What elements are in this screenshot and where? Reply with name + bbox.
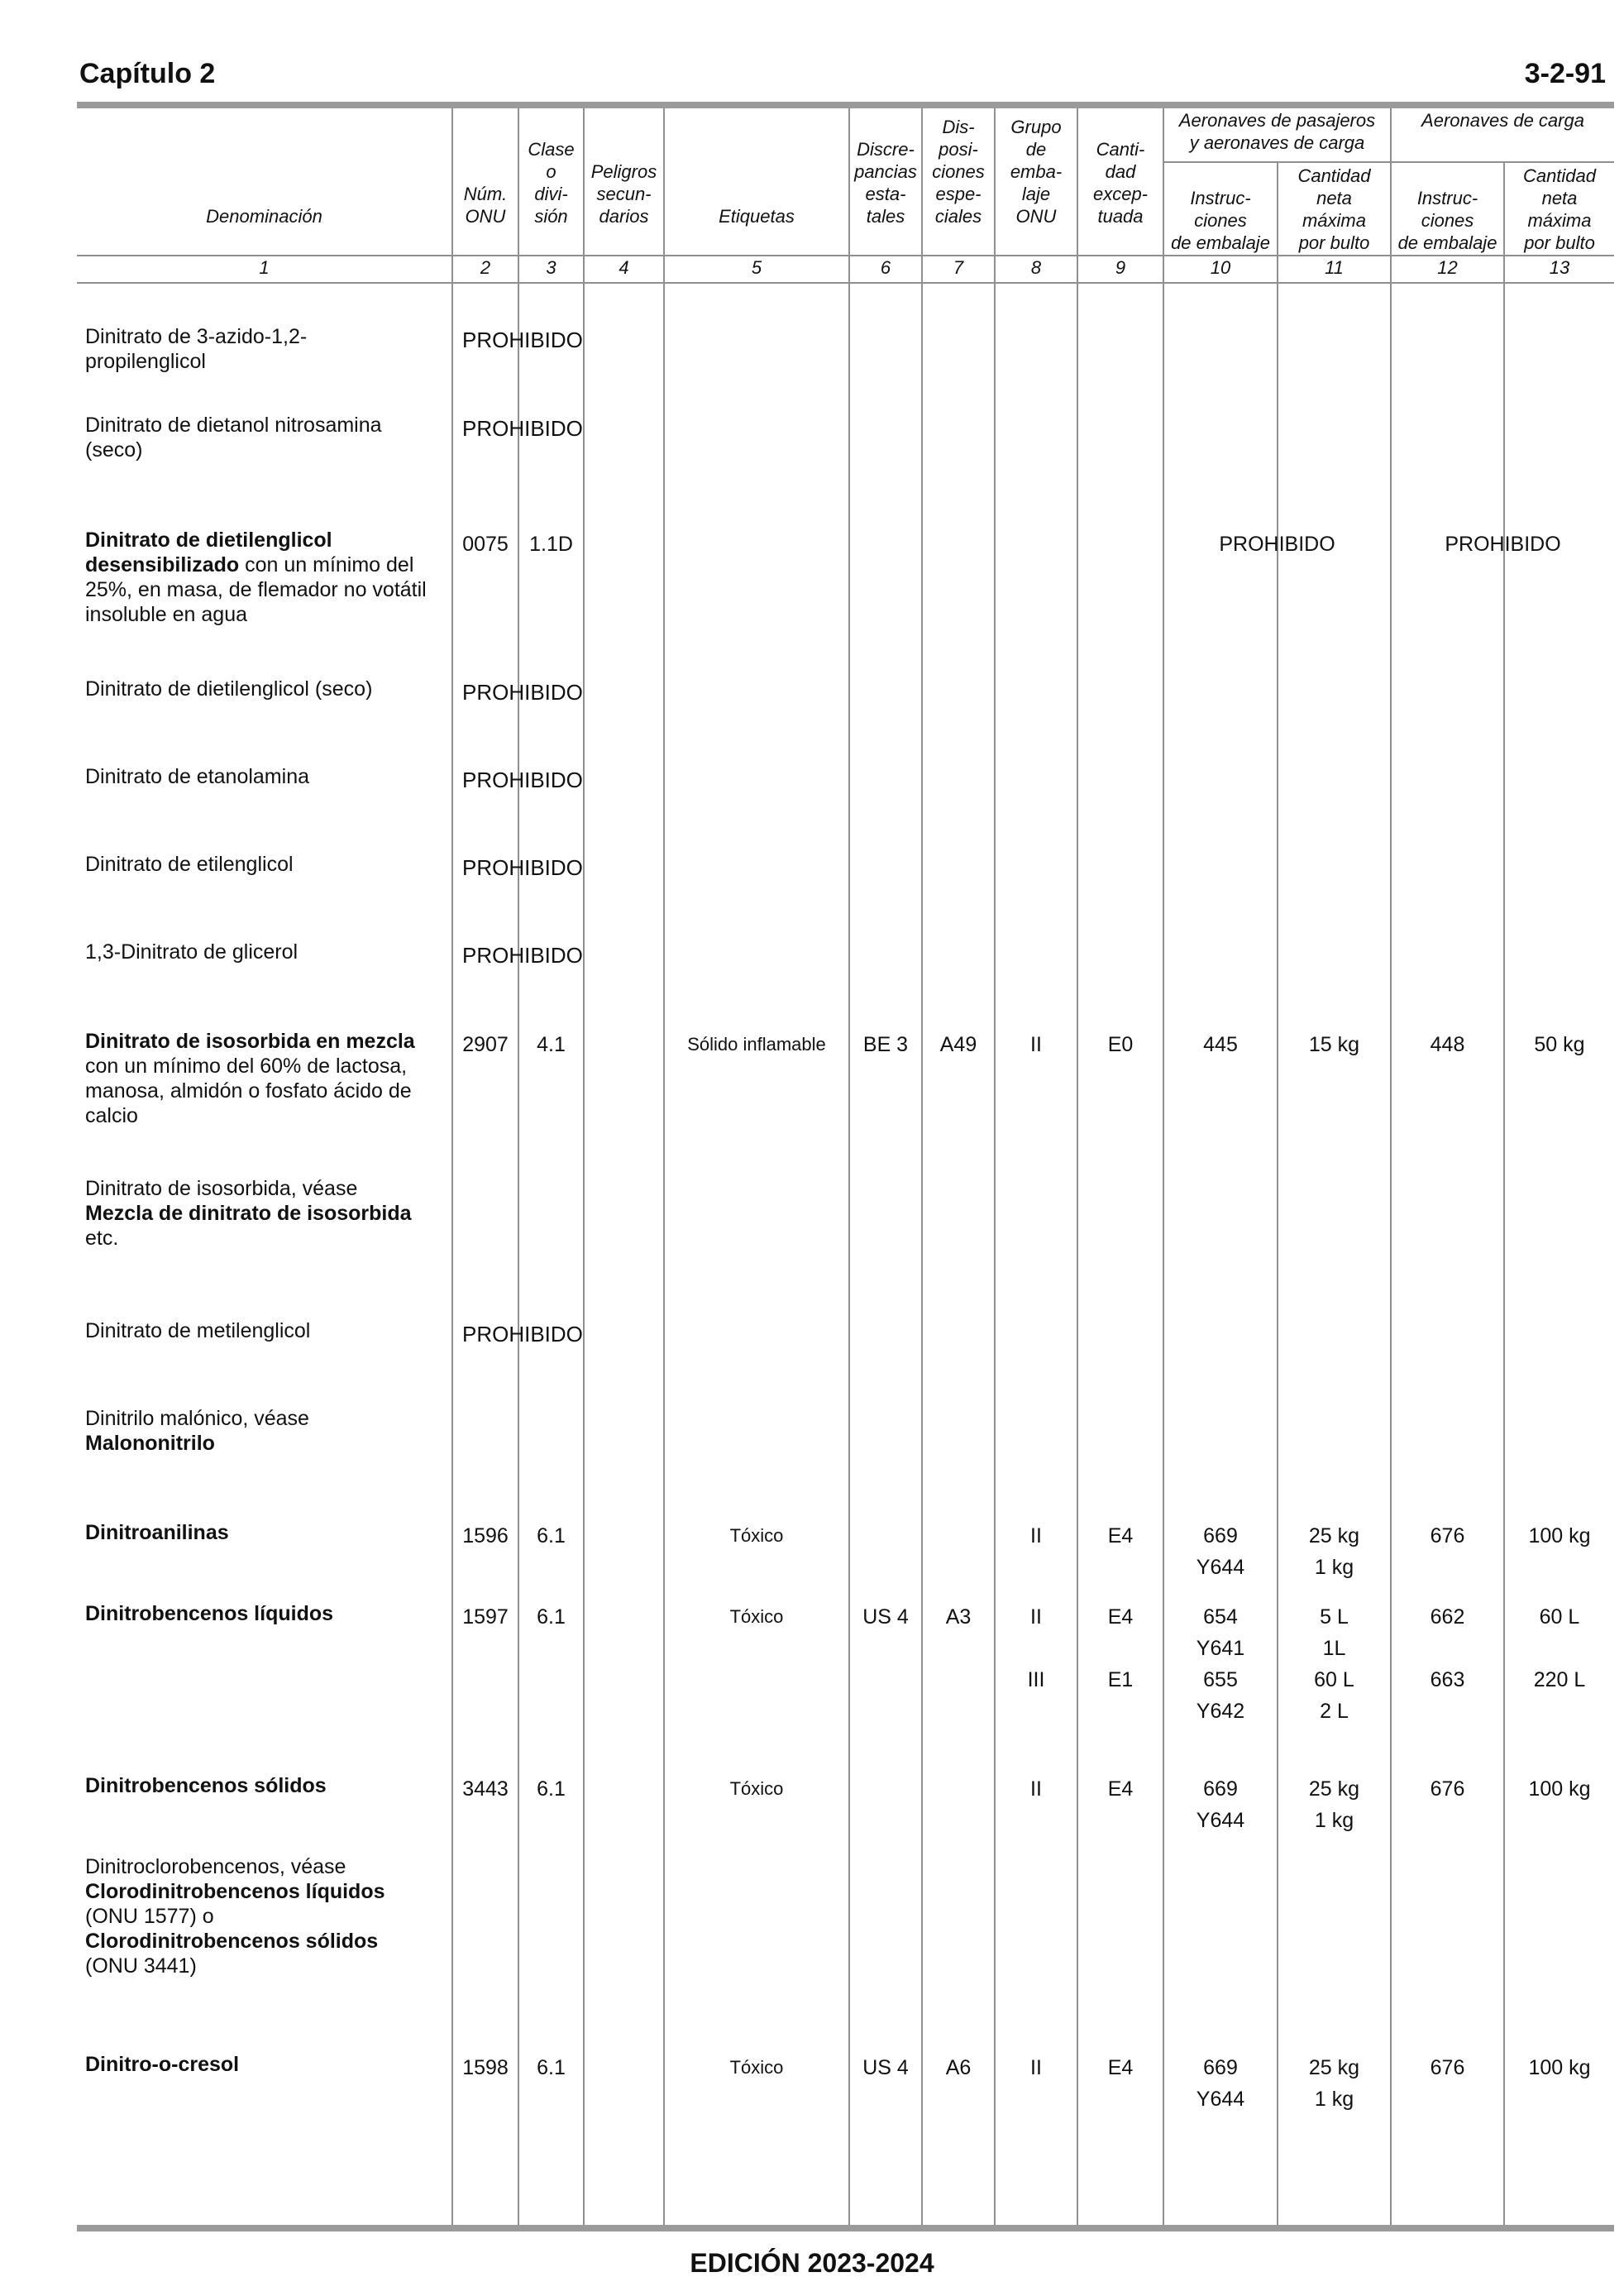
entry-name: Dinitrato de isosorbida en mezcla con un mínimo del 60% de lactosa, manosa, almidón o fosfato ácido de calcio <box>85 1030 415 1127</box>
col-number-3: 3 <box>546 257 556 278</box>
packing-group: II <box>1030 1033 1042 1056</box>
entry-name: Dinitrato de metilenglicol <box>85 1319 311 1342</box>
col-header-num-onu: Núm. ONU <box>463 184 508 227</box>
col-header-grupo: Grupo de emba- laje ONU <box>1010 117 1063 227</box>
class-division: 6.1 <box>537 1605 566 1629</box>
pax-packing-instruction: 669 Y644 <box>1196 2056 1245 2111</box>
label-text: Tóxico <box>729 2057 784 2078</box>
cargo-packing-instruction: 676 <box>1430 2056 1465 2079</box>
pax-packing-instruction: 654 Y641 655 Y642 <box>1196 1605 1245 1723</box>
state-variation: US 4 <box>862 1605 909 1629</box>
un-number: 3443 <box>462 1777 509 1801</box>
class-division: 6.1 <box>537 1524 566 1547</box>
cargo-packing-instruction: 448 <box>1430 1033 1465 1056</box>
prohibido-text: PROHIBIDO <box>462 943 583 968</box>
col-header-instrucciones-pax: Instruc- ciones de embalaje <box>1171 188 1270 253</box>
class-division: 6.1 <box>537 2056 566 2079</box>
col-header-disposiciones: Dis- posi- ciones espe- ciales <box>932 117 985 227</box>
excepted-quantity: E4 <box>1107 1777 1134 1801</box>
prohibido-text: PROHIBIDO <box>462 768 583 792</box>
class-division: 6.1 <box>537 1777 566 1801</box>
top-rule <box>77 102 1614 108</box>
cargo-max-quantity: 60 L 220 L <box>1533 1605 1586 1691</box>
col-number-13: 13 <box>1549 257 1570 278</box>
packing-group: II <box>1030 2056 1042 2079</box>
bottom-rule <box>77 2225 1614 2231</box>
cargo-max-quantity: 100 kg <box>1528 1777 1591 1801</box>
pax-packing-instruction: 669 Y644 <box>1196 1524 1245 1579</box>
label-text: Sólido inflamable <box>687 1034 826 1055</box>
cargo-packing-instruction: 662 663 <box>1430 1605 1465 1691</box>
label-text: Tóxico <box>729 1525 784 1546</box>
un-number: 2907 <box>462 1033 509 1056</box>
col-number-8: 8 <box>1030 257 1042 278</box>
col-header-cantidad-pax: Cantidad neta máxima por bulto <box>1297 165 1371 253</box>
edition-footer: EDICIÓN 2023-2024 <box>690 2248 934 2278</box>
un-number: 1596 <box>462 1524 509 1547</box>
col-header-denominacion: Denominación <box>206 206 322 227</box>
entry-name: Dinitrato de dietilenglicol (seco) <box>85 677 373 701</box>
cargo-max-quantity: 100 kg <box>1528 1524 1591 1547</box>
prohibido-text: PROHIBIDO <box>462 328 583 352</box>
cargo-packing-instruction: 676 <box>1430 1524 1465 1547</box>
col-number-5: 5 <box>751 257 762 278</box>
col-header-peligros: Peligros secun- darios <box>590 161 657 227</box>
col-number-1: 1 <box>259 257 270 278</box>
entry-name: Dinitrilo malónico, véase Malononitrilo <box>85 1407 309 1455</box>
label-text: Tóxico <box>729 1606 784 1627</box>
col-header-discrepancias: Discre- pancias esta- tales <box>854 139 917 227</box>
entry-name: Dinitrato de etanolamina <box>85 765 309 788</box>
col-header-etiquetas: Etiquetas <box>719 206 795 227</box>
entry-name: Dinitrato de isosorbida, véase Mezcla de dinitrato de isosorbida etc. <box>85 1177 412 1250</box>
entry-name: Dinitrobencenos sólidos <box>85 1774 327 1797</box>
entry-name: Dinitrato de dietilenglicol desensibilizado con un mínimo del 25%, en masa, de flemador no votátil insoluble en agua <box>85 529 427 626</box>
col-number-6: 6 <box>880 257 891 278</box>
entry-name: Dinitroclorobencenos, véase Clorodinitrobencenos líquidos (ONU 1577) o Clorodinitrobencenos sólidos (ONU 3441) <box>85 1855 385 1978</box>
un-number: 1598 <box>462 2056 509 2079</box>
excepted-quantity: E0 <box>1107 1033 1134 1056</box>
col-header-cantidad-exceptuada: Canti- dad excep- tuada <box>1092 139 1149 227</box>
cargo-prohibido: PROHIBIDO <box>1445 533 1561 556</box>
special-provision: A49 <box>939 1033 977 1056</box>
chapter-title: Capítulo 2 <box>79 58 216 89</box>
class-division: 4.1 <box>537 1033 566 1056</box>
entry-name: Dinitrato de dietanol nitrosamina (seco) <box>85 414 382 462</box>
entry-name: Dinitroanilinas <box>85 1521 229 1544</box>
entry-name: Dinitrato de etilenglicol <box>85 853 294 876</box>
pax-max-quantity: 25 kg 1 kg <box>1308 2056 1360 2111</box>
pax-max-quantity: 25 kg 1 kg <box>1308 1524 1360 1579</box>
entry-name: Dinitro-o-cresol <box>85 2053 240 2076</box>
un-number: 1597 <box>462 1605 509 1629</box>
class-division: 1.1D <box>529 533 573 556</box>
col-number-9: 9 <box>1115 257 1126 278</box>
cargo-max-quantity: 50 kg <box>1534 1033 1585 1056</box>
label-text: Tóxico <box>729 1778 784 1799</box>
page-number: 3-2-91 <box>1524 58 1606 89</box>
pax-max-quantity: 25 kg 1 kg <box>1308 1777 1360 1832</box>
col-header-carga-group: Aeronaves de carga <box>1421 110 1584 131</box>
prohibido-text: PROHIBIDO <box>462 416 583 441</box>
col-header-pasajeros-group: Aeronaves de pasajeros y aeronaves de carga <box>1178 110 1376 153</box>
cargo-packing-instruction: 676 <box>1430 1777 1465 1801</box>
excepted-quantity: E4 <box>1107 2056 1134 2079</box>
packing-group: II <box>1030 1777 1042 1801</box>
un-number: 0075 <box>462 533 509 556</box>
packing-group: II III <box>1027 1605 1045 1691</box>
col-number-4: 4 <box>619 257 629 278</box>
col-header-clase: Clase o divi- sión <box>528 139 575 227</box>
pax-packing-instruction: 669 Y644 <box>1196 1777 1245 1832</box>
pax-packing-instruction: 445 <box>1203 1033 1238 1056</box>
pax-prohibido: PROHIBIDO <box>1219 533 1335 556</box>
col-number-11: 11 <box>1325 257 1344 278</box>
cargo-max-quantity: 100 kg <box>1528 2056 1591 2079</box>
col-number-2: 2 <box>480 257 491 278</box>
excepted-quantity: E4 <box>1107 1524 1134 1547</box>
state-variation: US 4 <box>862 2056 909 2079</box>
entry-name: 1,3-Dinitrato de glicerol <box>85 940 299 964</box>
packing-group: II <box>1030 1524 1042 1547</box>
prohibido-text: PROHIBIDO <box>462 680 583 705</box>
prohibido-text: PROHIBIDO <box>462 1322 583 1347</box>
state-variation: BE 3 <box>862 1033 909 1056</box>
special-provision: A3 <box>945 1605 972 1629</box>
col-header-instrucciones-cargo: Instruc- ciones de embalaje <box>1397 188 1497 253</box>
col-header-cantidad-cargo: Cantidad neta máxima por bulto <box>1522 165 1597 253</box>
special-provision: A6 <box>945 2056 972 2079</box>
excepted-quantity: E4 E1 <box>1107 1605 1134 1691</box>
entry-name: Dinitrobencenos líquidos <box>85 1602 334 1625</box>
pax-max-quantity: 15 kg <box>1308 1033 1360 1056</box>
col-number-12: 12 <box>1437 257 1458 278</box>
col-number-10: 10 <box>1210 257 1231 278</box>
pax-max-quantity: 5 L 1L 60 L 2 L <box>1314 1605 1354 1723</box>
entry-name: Dinitrato de 3-azido-1,2- propilenglicol <box>85 325 308 373</box>
prohibido-text: PROHIBIDO <box>462 855 583 880</box>
col-number-7: 7 <box>953 257 964 278</box>
